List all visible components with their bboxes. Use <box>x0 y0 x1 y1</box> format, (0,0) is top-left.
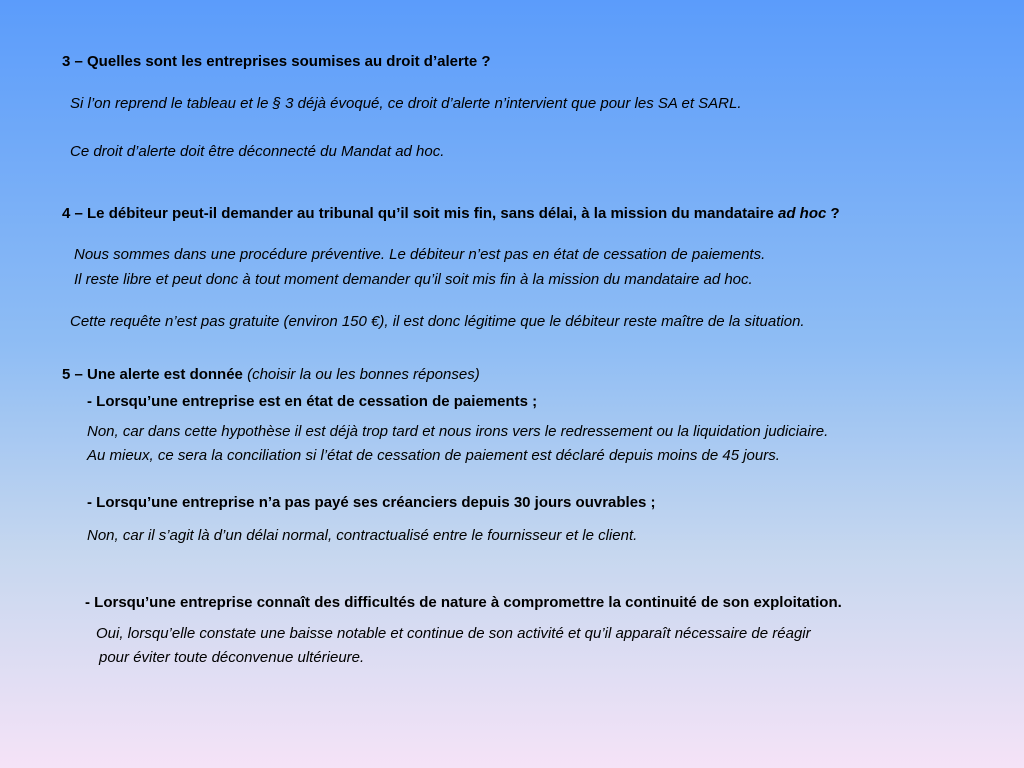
question-5-option-1-answer-1: Non, car dans cette hypothèse il est déjà trop tard et nous irons vers le redressement ou la liquidation judiciaire. <box>87 423 829 440</box>
question-4-answer-1: Nous sommes dans une procédure préventive. Le débiteur n’est pas en état de cessation de paiements. <box>74 246 766 263</box>
question-5-title <box>62 365 480 385</box>
question-5-title-hint: (choisir la ou les bonnes réponses) <box>247 366 480 383</box>
question-5-option-1-label: - Lorsqu’une entreprise est en état de cessation de paiements ; <box>87 393 538 410</box>
question-3-answer-1: Si l’on reprend le tableau et le § 3 déjà évoqué, ce droit d’alerte n’intervient que pour les SA et SARL. <box>70 95 742 112</box>
question-4-answer-2: Il reste libre et peut donc à tout moment demander qu’il soit mis fin à la mission du mandataire ad hoc. <box>74 271 753 288</box>
question-4-title-main: 4 – Le débiteur peut-il demander au tribunal qu’il soit mis fin, sans délai, à la mission du mandataire <box>62 205 778 222</box>
question-5-title-main: 5 – Une alerte est donnée <box>62 366 248 383</box>
question-4-title-end: ? <box>826 205 840 222</box>
question-4-title-italic: ad hoc <box>778 205 827 222</box>
question-3-answer-2: Ce droit d’alerte doit être déconnecté du Mandat ad hoc. <box>70 143 445 160</box>
question-5-option-1-answer-2: Au mieux, ce sera la conciliation si l’état de cessation de paiement est déclaré depuis moins de 45 jours. <box>87 447 780 464</box>
question-5-option-2-answer-1: Non, car il s’agit là d’un délai normal, contractualisé entre le fournisseur et le client. <box>87 527 638 544</box>
question-4-answer-3: Cette requête n’est pas gratuite (environ 150 €), il est donc légitime que le débiteur reste maître de la situation. <box>70 313 805 330</box>
question-3-title: 3 – Quelles sont les entreprises soumises au droit d’alerte ? <box>62 53 491 70</box>
question-5-option-3-label: - Lorsqu’une entreprise connaît des difficultés de nature à compromettre la continuité de son exploitation. <box>85 594 842 611</box>
question-4-title <box>62 204 840 224</box>
question-5-option-3-answer-1: Oui, lorsqu’elle constate une baisse notable et continue de son activité et qu’il apparaît nécessaire de réagir <box>96 625 811 642</box>
question-5-option-3-answer-2: pour éviter toute déconvenue ultérieure. <box>99 649 365 666</box>
question-5-option-2-label: - Lorsqu’une entreprise n’a pas payé ses créanciers depuis 30 jours ouvrables ; <box>87 494 656 511</box>
